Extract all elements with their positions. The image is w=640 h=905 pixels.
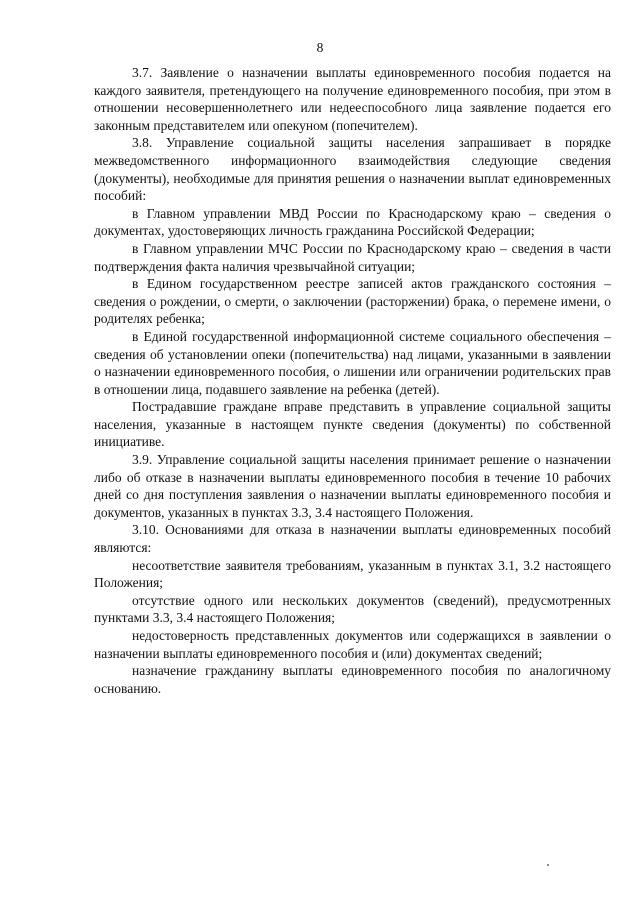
list-item-mvd: в Главном управлении МВД России по Краснодарскому краю – сведения о документах, удостоверяющих личность гражданина Российской Федерации; [94, 205, 611, 239]
list-item-noncompliance: несоответствие заявителя требованиям, указанным в пунктах 3.1, 3.2 настоящего Положения; [94, 557, 611, 591]
document-body [94, 64, 611, 697]
paragraph-3-8: 3.8. Управление социальной защиты населения запрашивает в порядке межведомственного информационного взаимодействия следующие сведения (документы), необходимые для принятия решения о назначении выплат единовременных пособий: [94, 135, 611, 204]
paragraph-3-7: 3.7. Заявление о назначении выплаты единовременного пособия подается на каждого заявителя, претендующего на получение единовременного пособия, при этом в отношении несовершеннолетнего или недееспособного лица заявление подается его законным представителем или опекуном (попечителем). [94, 65, 611, 133]
scan-speck [547, 864, 549, 866]
list-item-mchs: в Главном управлении МЧС России по Краснодарскому краю – сведения в части подтверждения факта наличия чрезвычайной ситуации; [94, 240, 611, 274]
list-item-invalid-documents: недостоверность представленных документов или содержащихся в заявлении о назначении выплаты единовременного пособия и (или) документах сведений; [94, 628, 611, 661]
list-item-registry: в Едином государственном реестре записей актов гражданского состояния – сведения о рождении, о смерти, о заключении (расторжении) брака, о перемене имени, о родителях ребенка; [94, 276, 611, 327]
paragraph-3-10: 3.10. Основаниями для отказа в назначении выплаты единовременных пособий являются: [94, 522, 611, 556]
page-number: 8 [316, 40, 324, 55]
list-item-missing-documents: отсутствие одного или нескольких документов (сведений), предусмотренных пунктами 3.3, 3.4 настоящего Положения; [94, 592, 611, 626]
list-item-duplicate-payment: назначение гражданину выплаты единовременного пособия по аналогичному основанию. [94, 663, 611, 696]
paragraph-initiative: Пострадавшие граждане вправе представить в управление социальной защиты населения, указанные в настоящем пункте сведения (документы) по собственной инициативе. [94, 399, 611, 450]
list-item-egisso: в Единой государственной информационной системе социального обеспечения – сведения об установлении опеки (попечительства) над лицами, указанными в заявлении о назначении единовременного пособия, о лишении или ограничении родительских прав в отношении лица, подавшего заявление на ребенка (детей). [94, 328, 611, 397]
paragraph-3-9: 3.9. Управление социальной защиты населения принимает решение о назначении либо об отказе в назначении выплаты единовременного пособия в течение 10 рабочих дней со дня поступления заявления о назначении выплаты единовременного пособия и документов, указанных в пунктах 3.3, 3.4 настоящего Положения. [94, 452, 611, 520]
